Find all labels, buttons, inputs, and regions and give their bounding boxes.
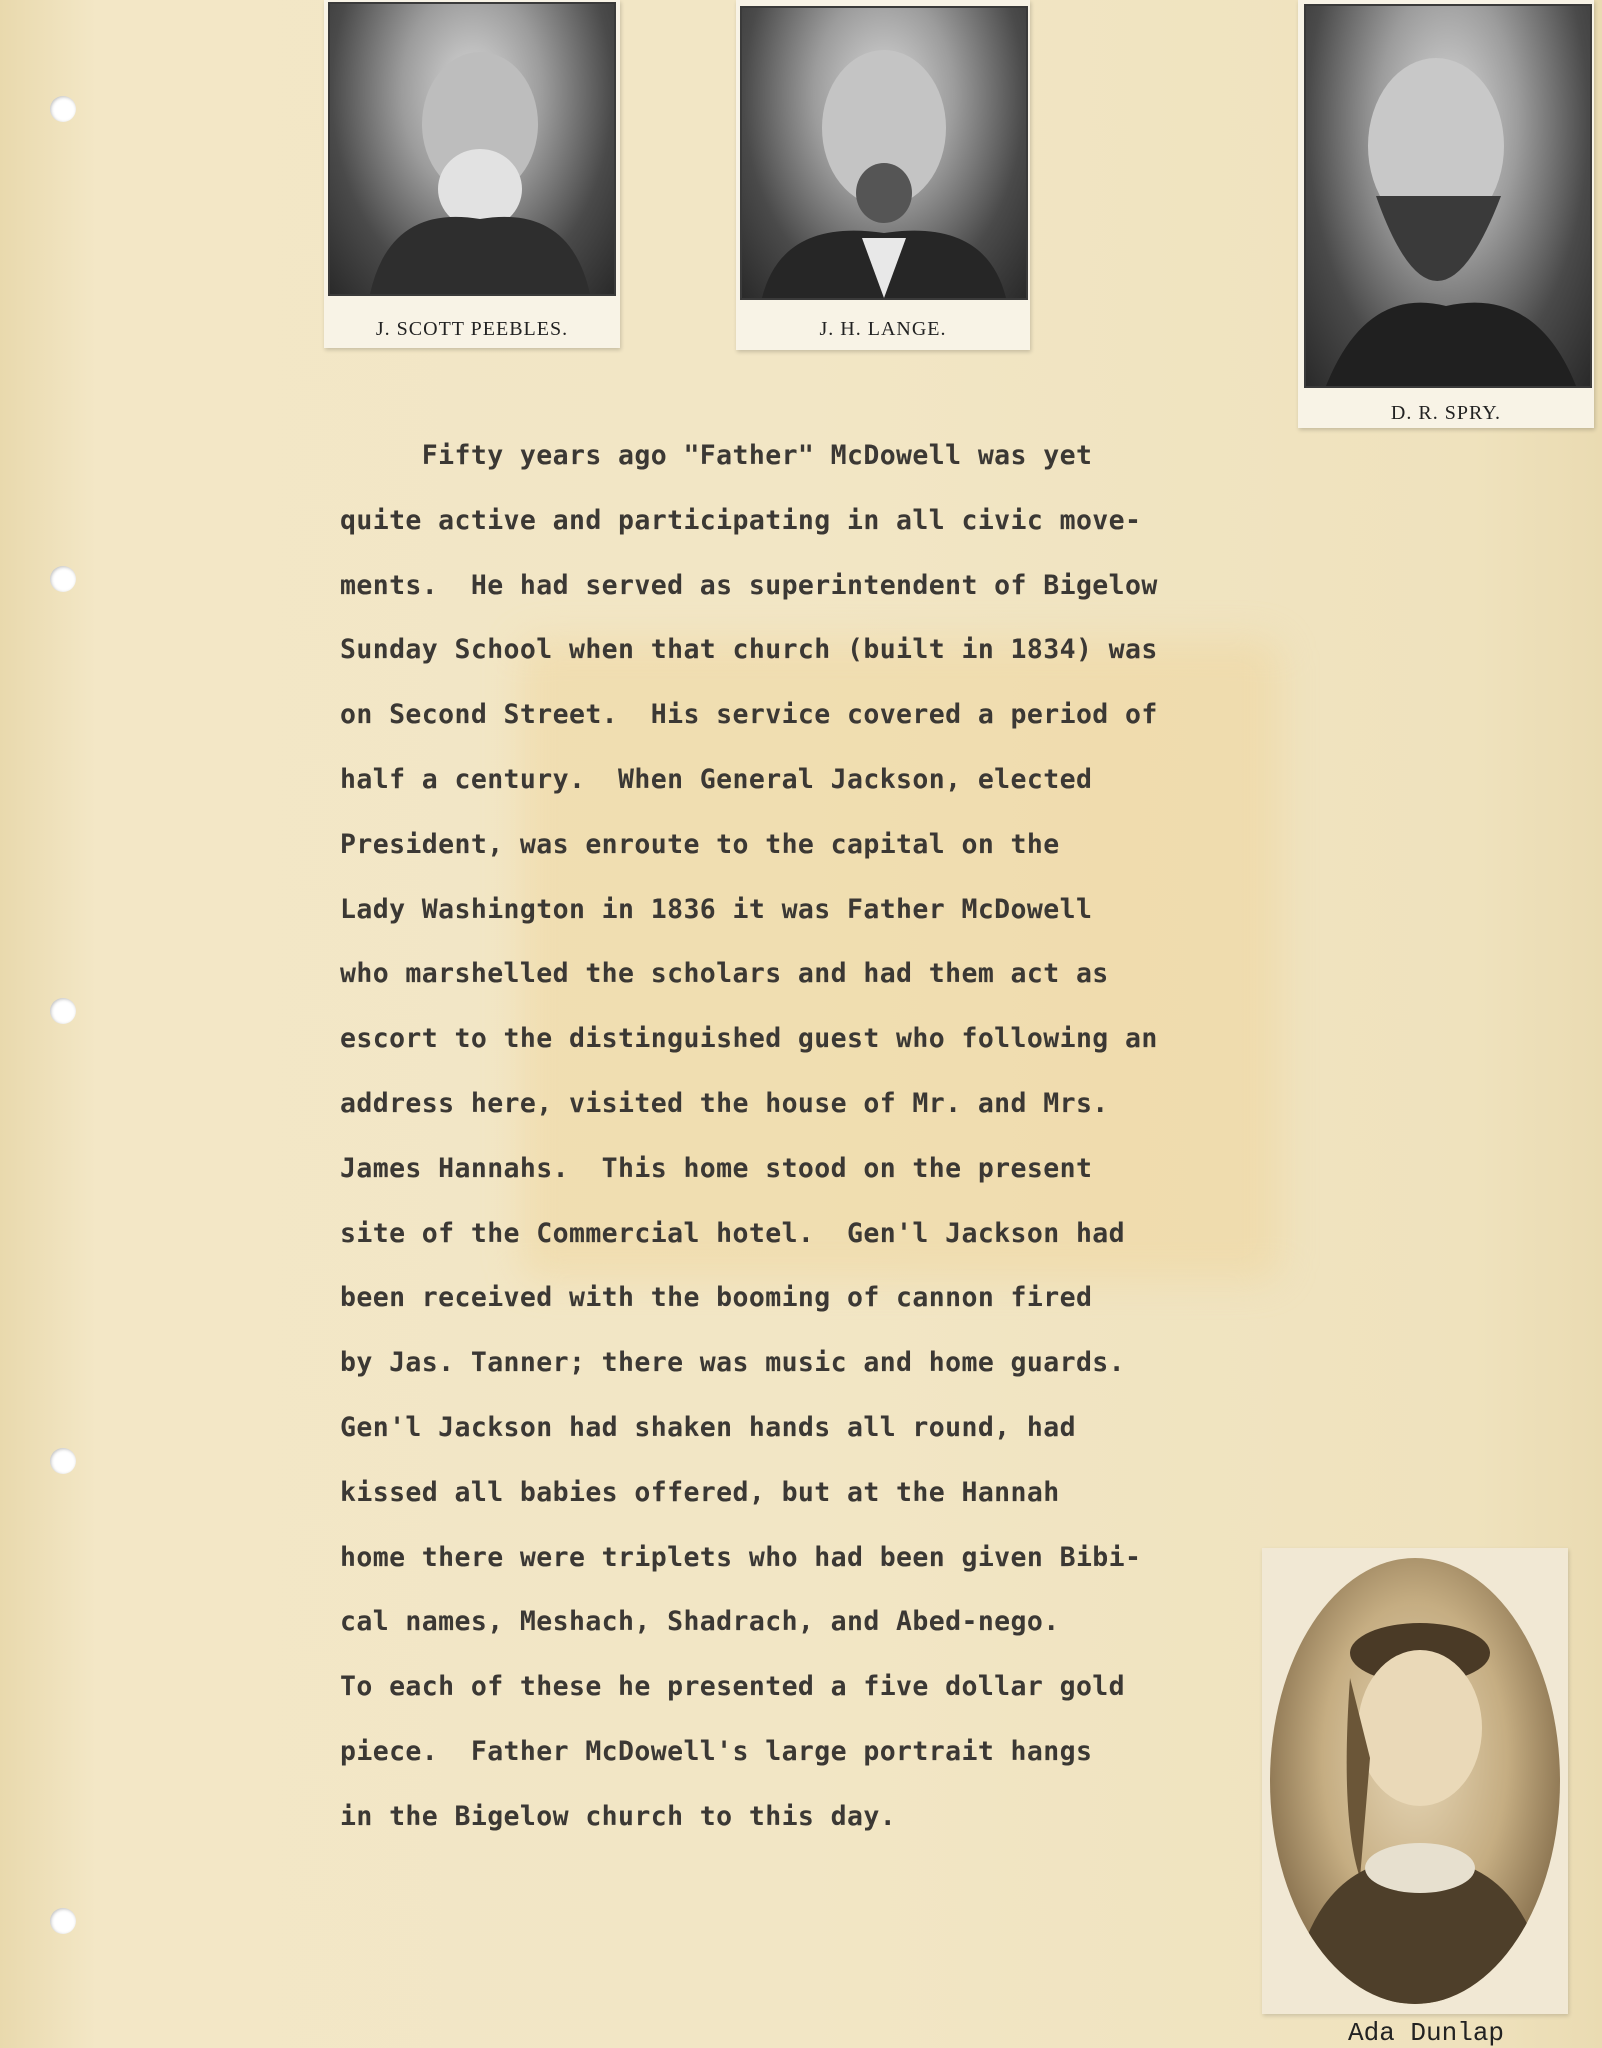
article-line: piece. Father McDowell's large portrait hangs <box>340 1735 1093 1767</box>
binder-hole <box>50 96 76 122</box>
portrait-caption: J. SCOTT PEEBLES. <box>375 318 569 340</box>
article-line: quite active and participating in all civic move- <box>340 504 1142 536</box>
portrait-clipping-peebles <box>324 0 620 348</box>
article-line: escort to the distinguished guest who following an <box>340 1023 1158 1055</box>
portrait-photo-peebles <box>328 2 616 296</box>
article-line: Lady Washington in 1836 it was Father McDowell <box>340 893 1093 925</box>
article-line: To each of these he presented a five dollar gold <box>340 1671 1126 1703</box>
article-line: cal names, Meshach, Shadrach, and Abed-nego. <box>340 1606 1060 1638</box>
article-line: who marshelled the scholars and had them act as <box>340 958 1109 990</box>
portrait-figure-icon <box>1306 6 1590 386</box>
article-line: home there were triplets who had been given Bibi- <box>340 1541 1142 1573</box>
article-line: half a century. When General Jackson, elected <box>340 763 1093 795</box>
binder-hole <box>50 566 76 592</box>
ada-dunlap-photo <box>1270 1558 1560 2004</box>
ada-dunlap-photo-card <box>1262 1548 1568 2014</box>
binder-hole <box>50 1448 76 1474</box>
portrait-caption: D. R. SPRY. <box>1390 402 1502 424</box>
article-line: in the Bigelow church to this day. <box>340 1800 897 1832</box>
binder-hole <box>50 998 76 1024</box>
article-line: Fifty years ago "Father" McDowell was yet <box>340 440 1093 471</box>
typed-article <box>340 424 1300 1850</box>
article-line: Sunday School when that church (built in 1834) was <box>340 634 1158 666</box>
portrait-figure-icon <box>330 4 614 294</box>
article-line: kissed all babies offered, but at the Hannah <box>340 1476 1060 1508</box>
portrait-clipping-lange <box>736 0 1030 350</box>
binder-hole <box>50 1908 76 1934</box>
portrait-photo-lange <box>740 6 1028 300</box>
article-line: been received with the booming of cannon fired <box>340 1282 1093 1314</box>
bleed-through-text: ​ <box>1376 1060 1383 1104</box>
article-line: Gen'l Jackson had shaken hands all round, had <box>340 1411 1076 1443</box>
article-line: President, was enroute to the capital on the <box>340 828 1060 860</box>
portrait-figure-icon <box>1270 1558 1560 2004</box>
portrait-clipping-spry <box>1298 0 1594 428</box>
portrait-photo-spry <box>1304 4 1592 388</box>
article-line: James Hannahs. This home stood on the present <box>340 1152 1093 1184</box>
article-line: ments. He had served as superintendent of Bigelow <box>340 569 1158 601</box>
article-line: on Second Street. His service covered a period of <box>340 699 1158 731</box>
article-line: site of the Commercial hotel. Gen'l Jackson had <box>340 1217 1126 1249</box>
article-line: by Jas. Tanner; there was music and home guards. <box>340 1347 1126 1379</box>
article-line: address here, visited the house of Mr. and Mrs. <box>340 1087 1109 1119</box>
portrait-figure-icon <box>742 8 1026 298</box>
ada-dunlap-caption: Ada Dunlap <box>1348 2018 1505 2048</box>
portrait-caption: J. H. LANGE. <box>819 318 947 340</box>
